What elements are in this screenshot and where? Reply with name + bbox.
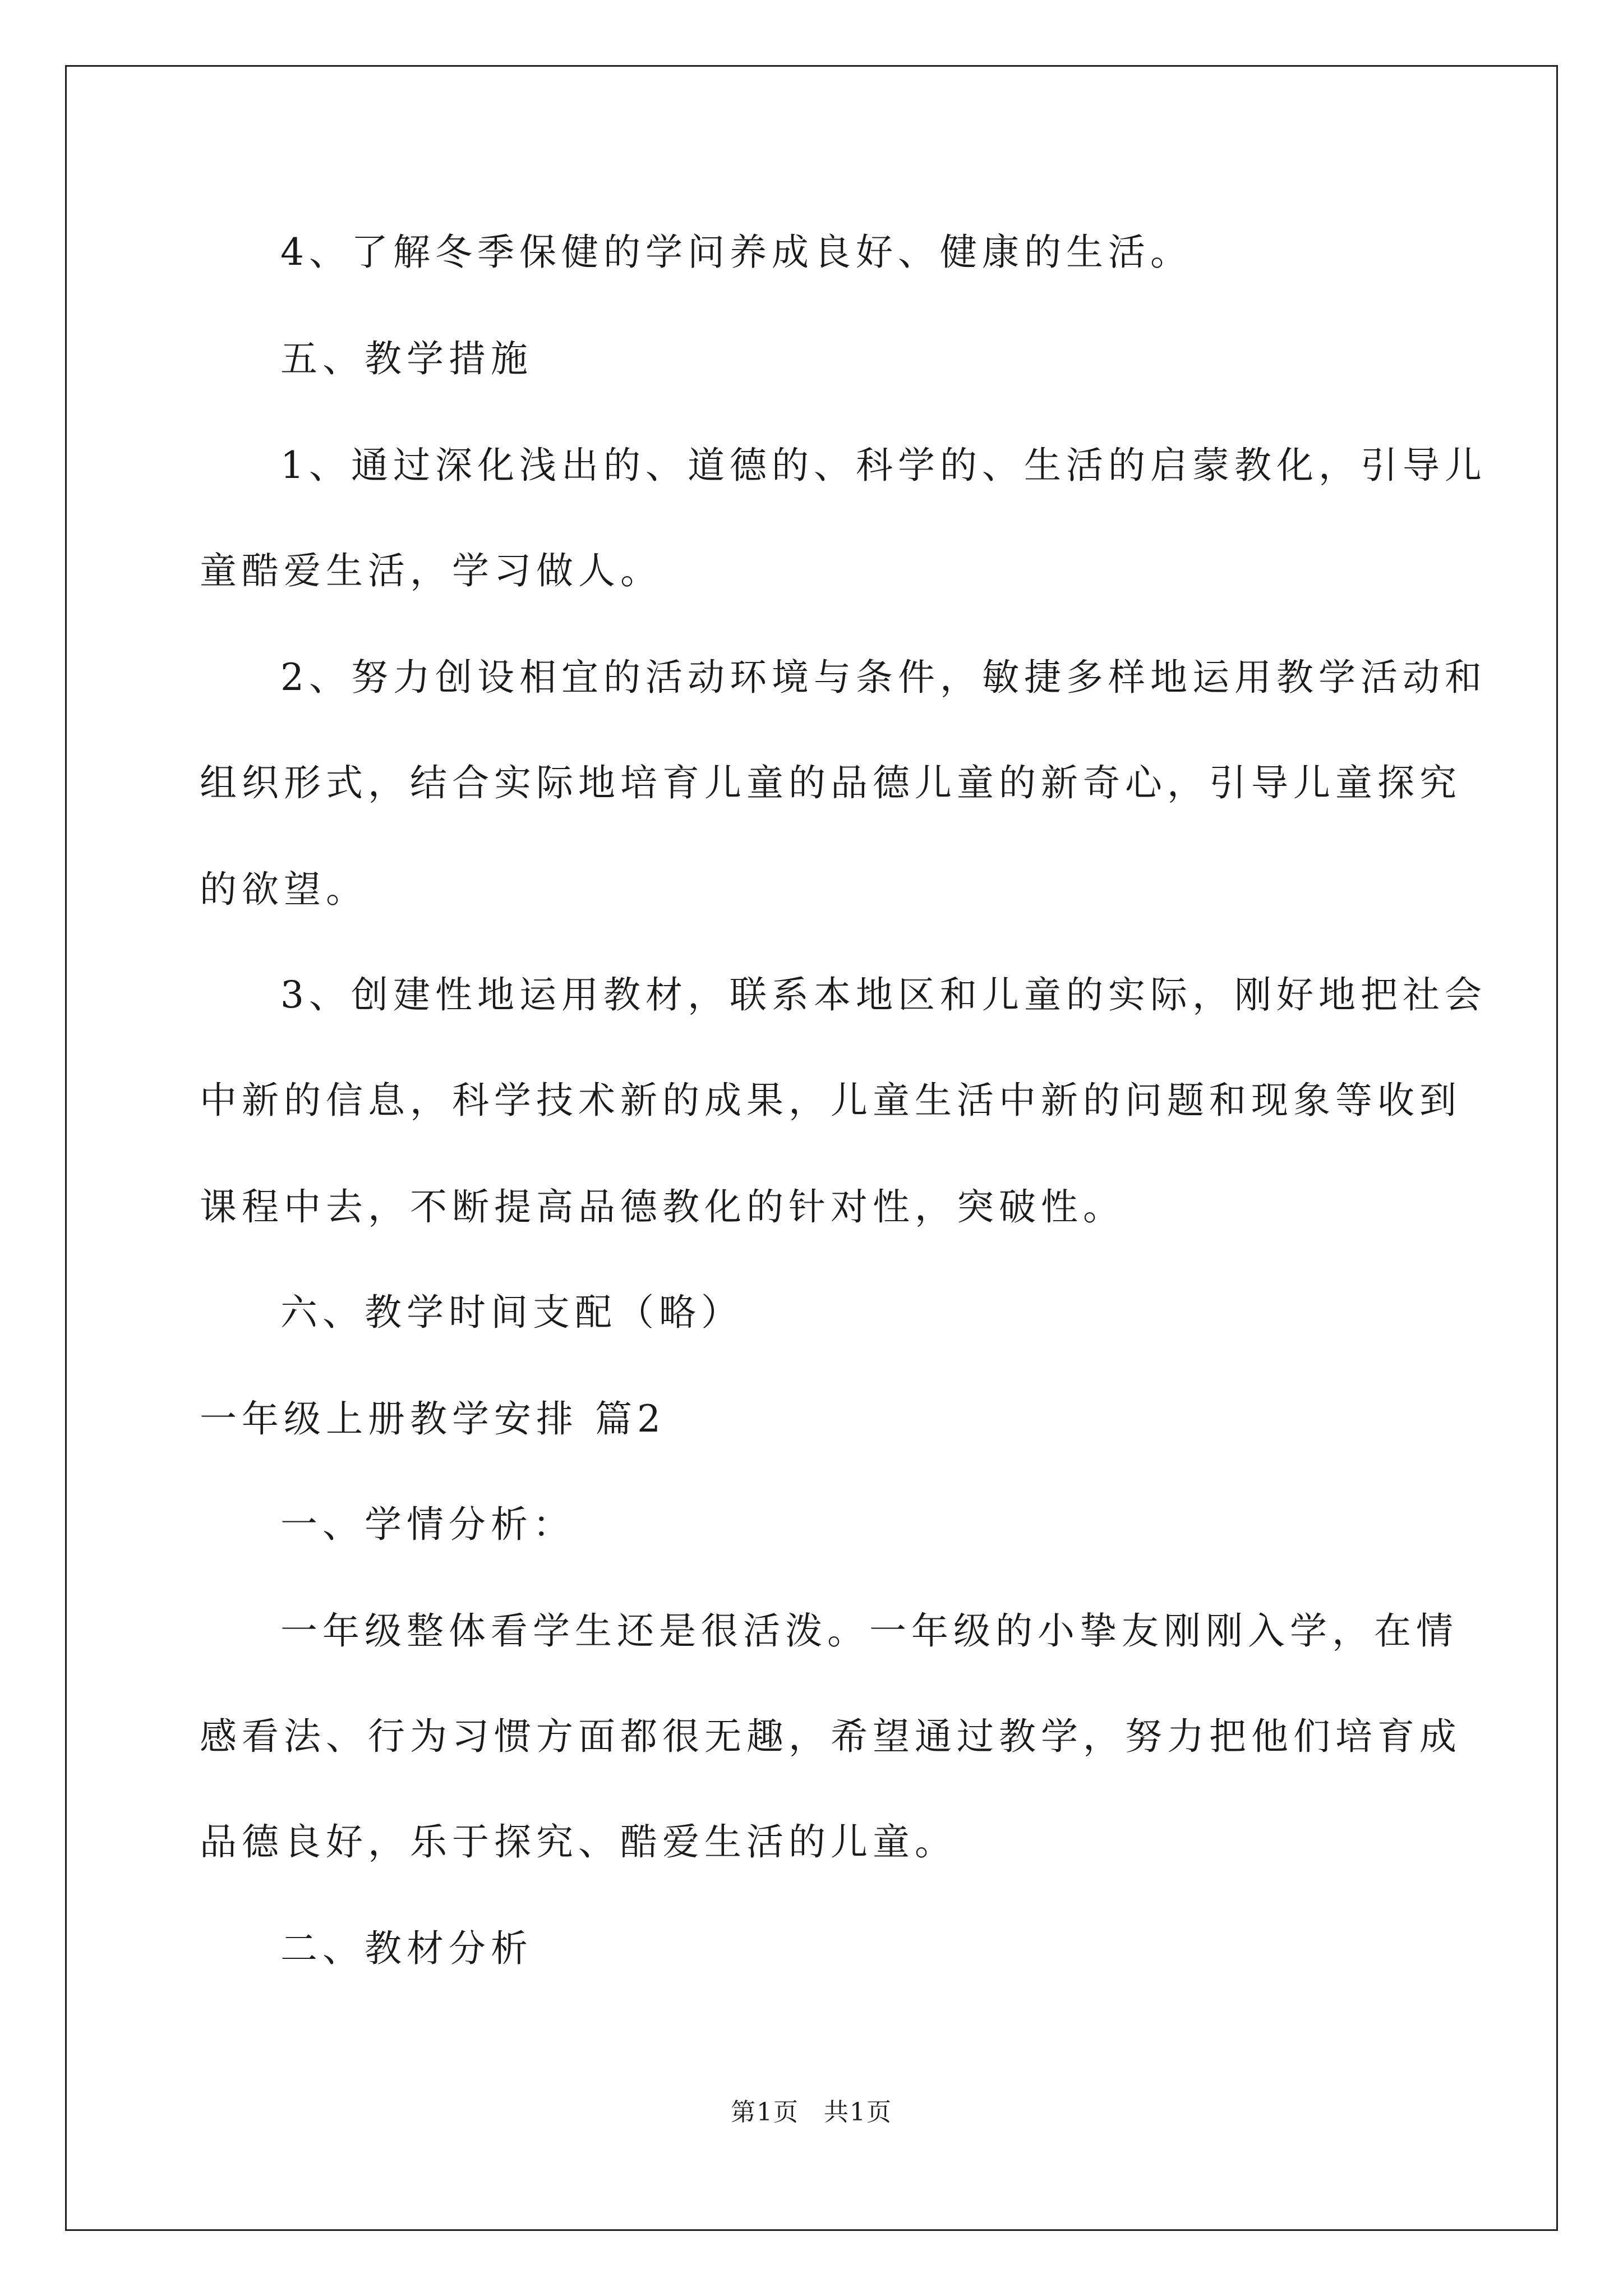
paragraph-line: 4、了解冬季保健的学问养成良好、健康的生活。 xyxy=(280,231,1192,274)
paragraph-line: 课程中去，不断提高品德教化的针对性，突破性。 xyxy=(200,1185,1125,1228)
paragraph-line: 童酷爱生活，学习做人。 xyxy=(200,549,662,592)
paragraph-line: 中新的信息，科学技术新的成果，儿童生活中新的问题和现象等收到 xyxy=(200,1079,1461,1122)
section-heading: 六、教学时间支配（略） xyxy=(280,1291,743,1334)
page-number: 第1页 xyxy=(731,2098,799,2127)
section-heading: 二、教材分析 xyxy=(280,1927,533,1970)
page-border xyxy=(65,65,1558,2231)
document-title: 一年级上册教学安排 篇2 xyxy=(200,1397,666,1441)
paragraph-line: 2、努力创设相宜的活动环境与条件，敏捷多样地运用教学活动和 xyxy=(280,656,1487,699)
paragraph-line: 3、创建性地运用教材，联系本地区和儿童的实际，刚好地把社会 xyxy=(280,973,1487,1016)
paragraph-line: 感看法、行为习惯方面都很无趣，希望通过教学，努力把他们培育成 xyxy=(200,1715,1461,1758)
section-heading: 一、学情分析： xyxy=(280,1503,575,1546)
paragraph-line: 1、通过深化浅出的、道德的、科学的、生活的启蒙教化，引导儿 xyxy=(280,444,1487,487)
total-pages: 共1页 xyxy=(824,2098,892,2127)
paragraph-line: 一年级整体看学生还是很活泼。一年级的小挚友刚刚入学，在情 xyxy=(280,1609,1458,1653)
paragraph-line: 的欲望。 xyxy=(200,868,368,911)
page-footer xyxy=(0,2097,1623,2128)
paragraph-line: 组织形式，结合实际地培育儿童的品德儿童的新奇心，引导儿童探究 xyxy=(200,761,1461,804)
section-heading: 五、教学措施 xyxy=(280,337,533,380)
paragraph-line: 品德良好，乐于探究、酷爱生活的儿童。 xyxy=(200,1820,957,1864)
